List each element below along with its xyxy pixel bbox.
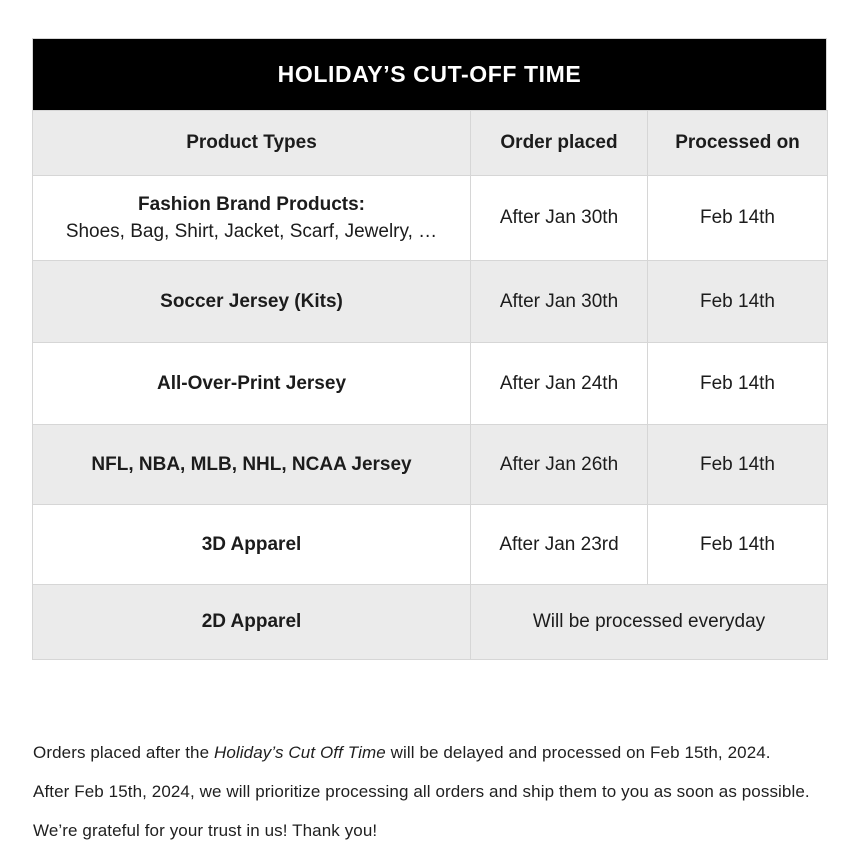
cell-product: 3D Apparel — [33, 505, 471, 585]
product-detail: Shoes, Bag, Shirt, Jacket, Scarf, Jewelry, … — [65, 220, 438, 242]
cell-processed-on: Feb 14th — [648, 425, 828, 505]
note-line-1-suffix: will be delayed and processed on Feb 15th, 2024. — [385, 743, 771, 762]
table-row-fashion-brand — [33, 176, 828, 261]
cell-order-placed: After Jan 24th — [471, 343, 648, 425]
cell-merged-note: Will be processed everyday — [471, 585, 828, 660]
table-row-soccer-jersey — [33, 261, 828, 343]
table-title-bar — [32, 38, 827, 110]
cell-product: NFL, NBA, MLB, NHL, NCAA Jersey — [33, 425, 471, 505]
cell-order-placed: After Jan 30th — [471, 176, 648, 261]
table-row-league-jersey — [33, 425, 828, 505]
note-line-1-prefix: Orders placed after the — [33, 743, 214, 762]
cell-product: All-Over-Print Jersey — [33, 343, 471, 425]
cell-processed-on: Feb 14th — [648, 261, 828, 343]
table-header-row — [33, 111, 828, 176]
cell-processed-on: Feb 14th — [648, 176, 828, 261]
table-row-3d-apparel — [33, 505, 828, 585]
cutoff-table — [32, 110, 828, 660]
column-header-product-types: Product Types — [33, 111, 471, 176]
note-line-2: After Feb 15th, 2024, we will prioritize processing all orders and ship them to you as soon as possible. — [33, 782, 810, 801]
cell-product: Soccer Jersey (Kits) — [33, 261, 471, 343]
table-title: HOLIDAY’S CUT-OFF TIME — [277, 61, 582, 87]
cell-processed-on: Feb 14th — [648, 343, 828, 425]
cutoff-table-section — [32, 38, 827, 660]
table-row-2d-apparel — [33, 585, 828, 660]
column-header-processed-on: Processed on — [648, 111, 828, 176]
note-line-1 — [33, 733, 853, 772]
notes — [33, 733, 853, 850]
product-name: Fashion Brand Products: — [138, 193, 365, 215]
cell-processed-on: Feb 14th — [648, 505, 828, 585]
cell-product: 2D Apparel — [33, 585, 471, 660]
cell-order-placed: After Jan 30th — [471, 261, 648, 343]
cell-order-placed: After Jan 23rd — [471, 505, 648, 585]
cell-order-placed: After Jan 26th — [471, 425, 648, 505]
note-line-3: We’re grateful for your trust in us! Thank you! — [33, 821, 378, 840]
note-line-1-italic: Holiday’s Cut Off Time — [214, 743, 386, 762]
column-header-order-placed: Order placed — [471, 111, 648, 176]
cell-product — [33, 176, 471, 261]
table-row-all-over-print-jersey — [33, 343, 828, 425]
